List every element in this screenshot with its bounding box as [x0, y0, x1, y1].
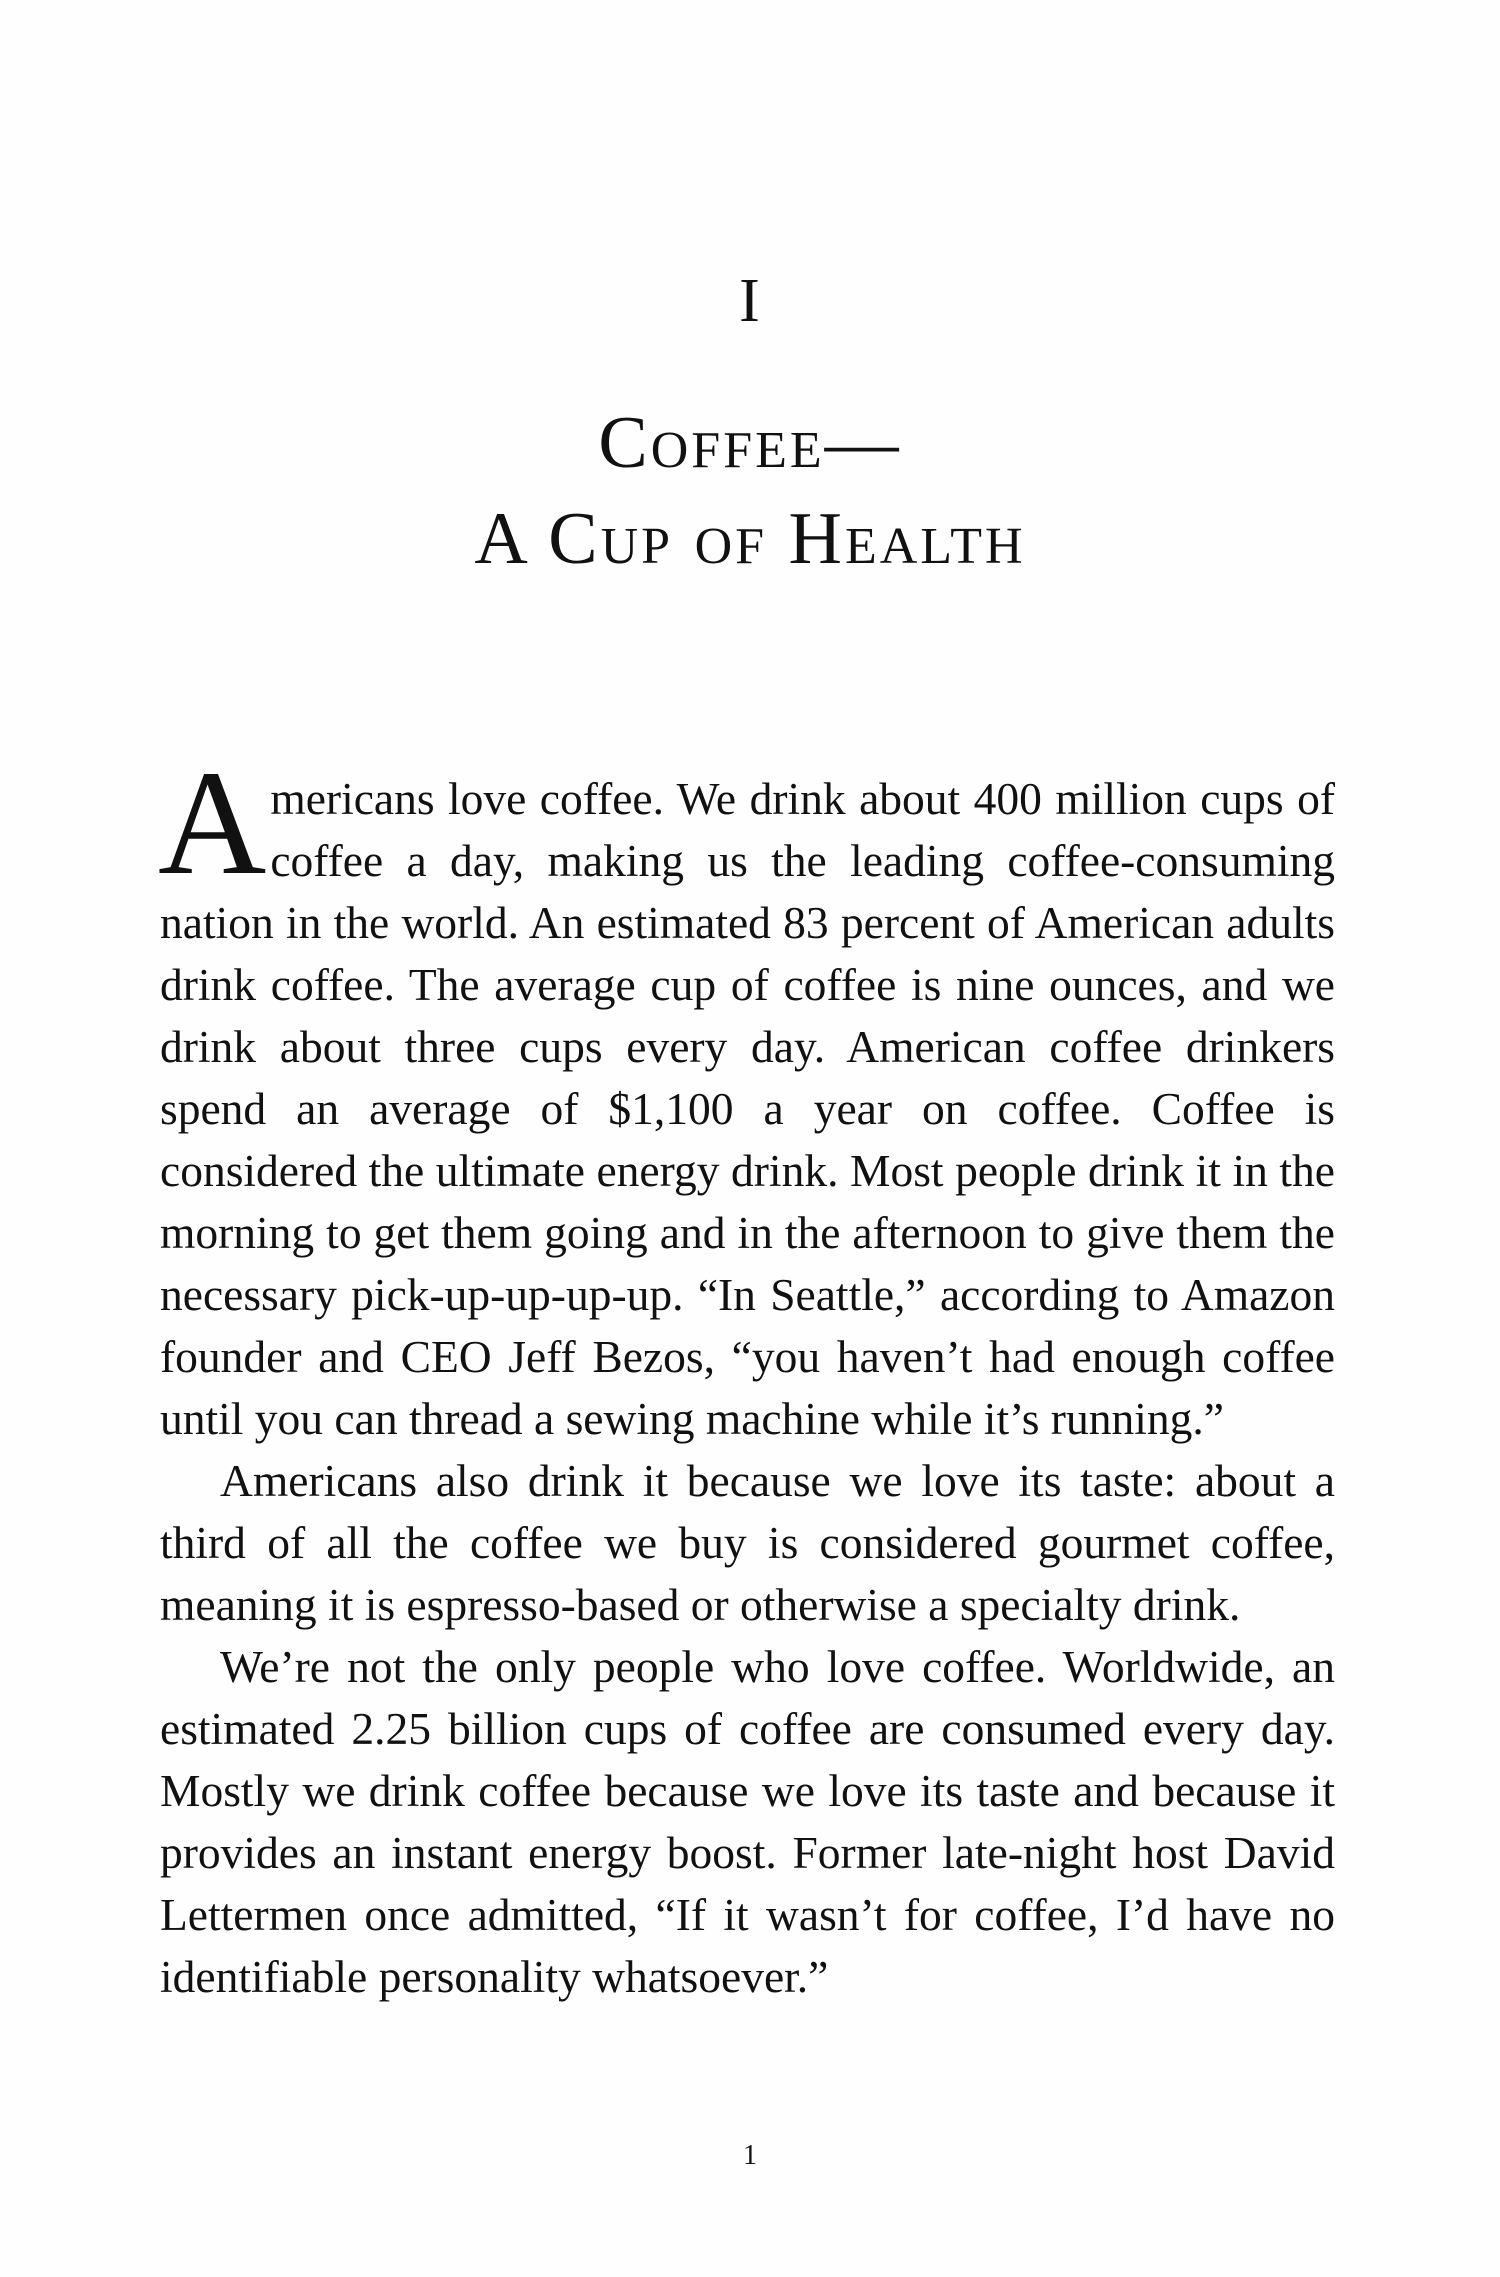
chapter-number: I [739, 267, 761, 335]
paragraph-2: Americans also drink it because we love its taste: about a third of all the coffee we buy is considered gourmet coffee, meaning it is espresso-based or otherwise a specialty drink. [160, 1455, 1335, 1630]
chapter-title-line-1: Coffee— [598, 402, 902, 484]
chapter-body [158, 740, 1335, 2008]
chapter-title [0, 395, 1500, 587]
paragraph-1-text: mericans love coffee. We drink about 400 million cups of coffee a day, making us the leading coffee-consuming nation in the world. An estimated 83 percent of American adults drink coffee. The average cup of coffee is nine ounces, and we drink about three cups every day. American coffee drinkers spend an average of $1,100 a year on coffee. Coffee is considered the ultimate energy drink. Most people drink it in the morning to get them going and in the afternoon to give them the necessary pick-up-up-up-up. “In Seattle,” according to Amazon founder and CEO Jeff Bezos, “you haven’t had enough coffee until you can thread a sewing machine while it’s running.” [160, 773, 1335, 1444]
drop-cap: A [158, 740, 267, 906]
page-number: 1 [743, 2140, 757, 2171]
paragraph-3: We’re not the only people who love coffee. Worldwide, an estimated 2.25 billion cups of coffee are consumed every day. Mostly we drink coffee because we love its taste and because it provides an instant energy boost. Former late-night host David Lettermen once admitted, “If it wasn’t for coffee, I’d have no identifiable personality whatsoever.” [160, 1641, 1335, 2002]
chapter-title-line-2: A Cup of Health [474, 498, 1026, 581]
paragraph-1 [158, 740, 1335, 1450]
